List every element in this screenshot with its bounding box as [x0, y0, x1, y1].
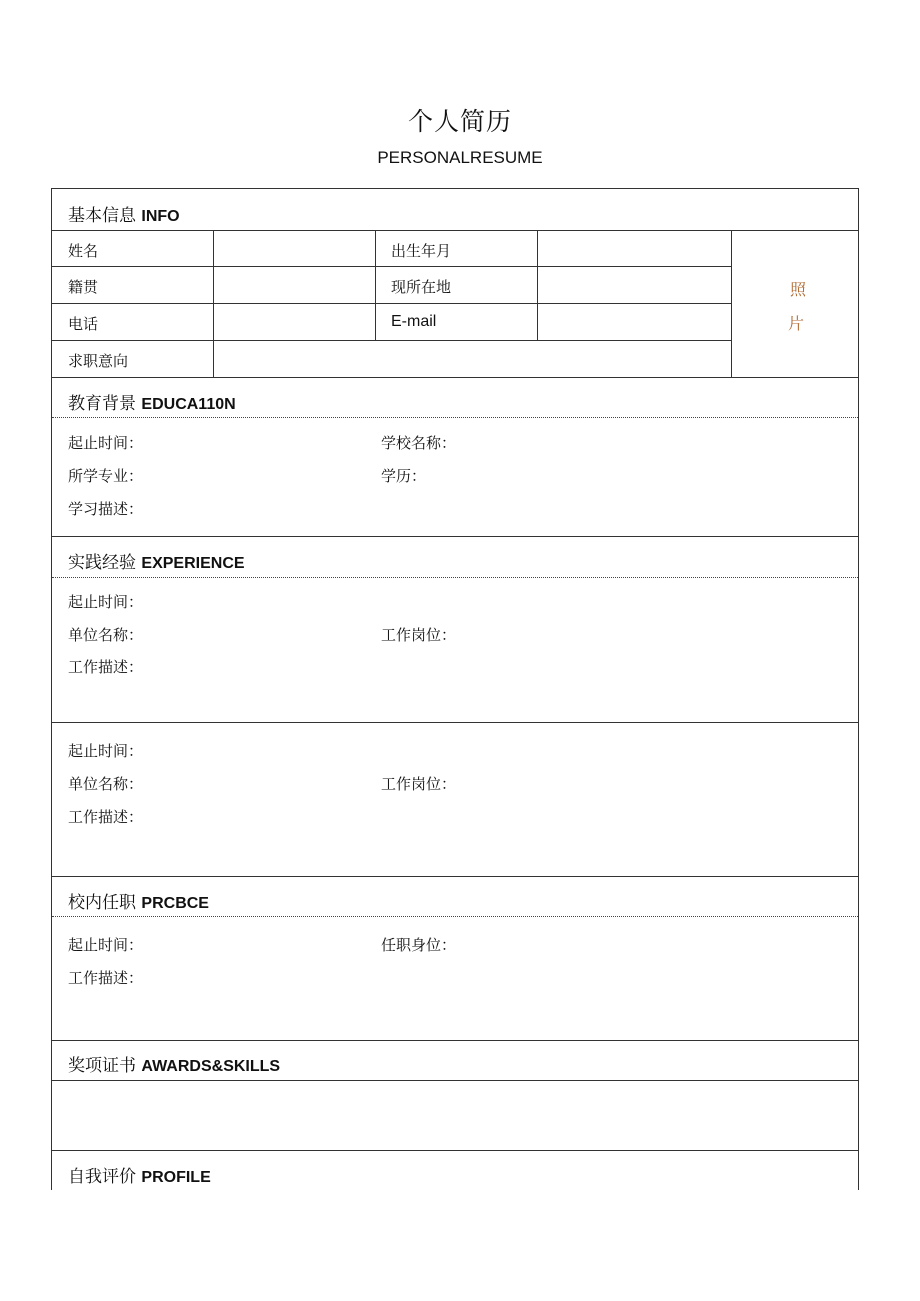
photo-placeholder-char-1: 照: [790, 280, 807, 299]
exp1-company-label: 单位名称：: [68, 626, 144, 644]
campus-time-label: 起止时间：: [68, 936, 144, 954]
label-intent: 求职意向: [68, 352, 129, 370]
exp2-desc-label: 工作描述：: [68, 808, 144, 826]
section-heading-campus: 校内任职 PRCBCE: [68, 893, 209, 913]
section-heading-info: 基本信息 INFO: [68, 206, 180, 226]
section-heading-education: 教育背景 EDUCA110N: [68, 394, 236, 414]
resume-subtitle: PERSONALRESUME: [377, 148, 543, 167]
label-email: E-mail: [391, 313, 437, 330]
label-phone: 电话: [68, 315, 99, 333]
section-heading-experience: 实践经验 EXPERIENCE: [68, 553, 245, 573]
edu-time-label: 起止时间：: [68, 434, 144, 452]
photo-placeholder-char-2: 片: [788, 314, 805, 333]
label-origin: 籍贯: [68, 278, 99, 296]
exp1-desc-label: 工作描述：: [68, 658, 144, 676]
exp2-company-label: 单位名称：: [68, 775, 144, 793]
edu-desc-label: 学习描述：: [68, 500, 144, 518]
resume-title: 个人简历: [407, 107, 512, 136]
label-name: 姓名: [68, 242, 99, 260]
exp2-position-label: 工作岗位：: [381, 775, 457, 793]
exp1-time-label: 起止时间：: [68, 593, 144, 611]
label-location: 现所在地: [391, 278, 452, 296]
edu-major-label: 所学专业：: [68, 467, 144, 485]
exp1-position-label: 工作岗位：: [381, 626, 457, 644]
campus-role-label: 任职身位：: [381, 936, 457, 954]
section-heading-profile: 自我评价 PROFILE: [68, 1167, 211, 1187]
exp2-time-label: 起止时间：: [68, 742, 144, 760]
campus-desc-label: 工作描述：: [68, 969, 144, 987]
edu-degree-label: 学历：: [381, 467, 427, 485]
edu-school-label: 学校名称：: [381, 434, 457, 452]
section-heading-awards: 奖项证书 AWARDS&SKILLS: [68, 1056, 281, 1076]
label-birth: 出生年月: [391, 242, 452, 260]
resume-form: [51, 188, 859, 1190]
